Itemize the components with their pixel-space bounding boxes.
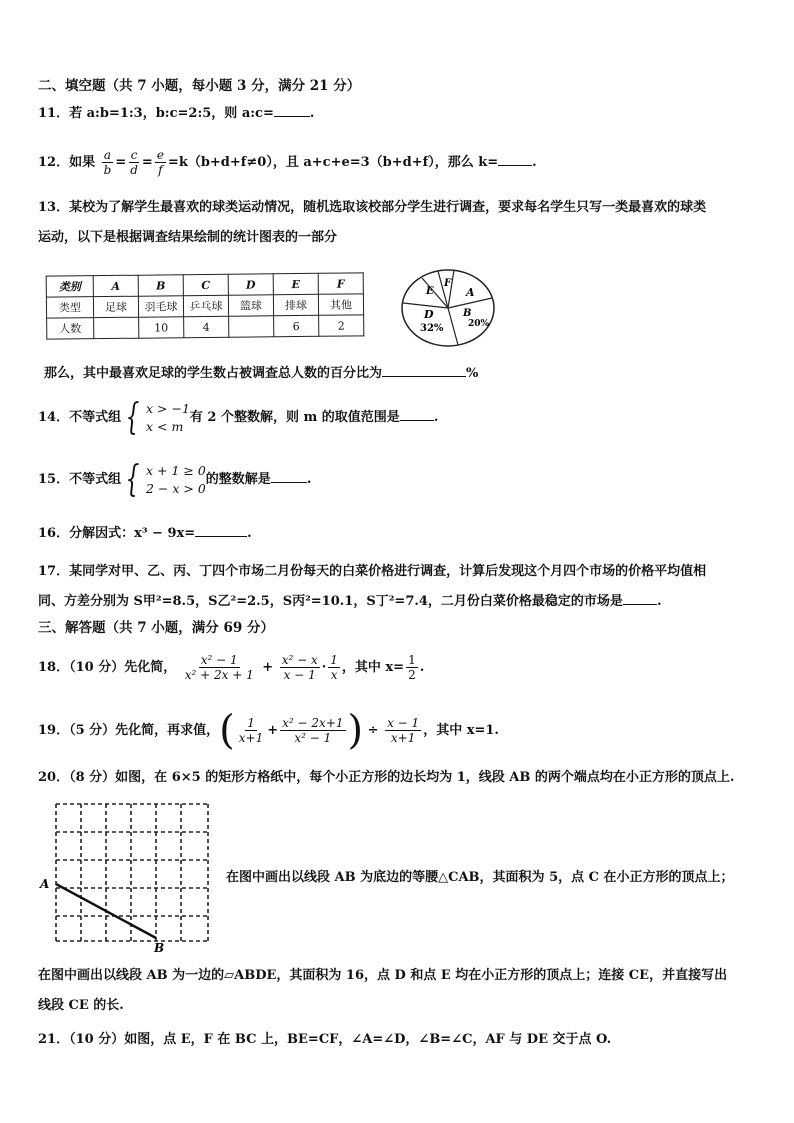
pie-d-pct: 32% <box>420 323 444 334</box>
pie-label-f: F <box>444 278 452 289</box>
q19-frac-1: $\frac{1}{x+1}$ <box>238 716 264 745</box>
pie-label-a: A <box>466 286 475 299</box>
q20-line1: 20．（8 分）如图，在 6×5 的矩形方格纸中，每个小正方形的边长均为 1，线段 AB 的两个端点均在小正方形的顶点上. <box>38 770 735 785</box>
label-b: B <box>154 941 165 952</box>
q20-side-text: 在图中画出以线段 AB 为底边的等腰△CAB，其面积为 5，点 C 在小正方形的顶点上； <box>226 870 734 885</box>
q11-text: 11．若 a:b=1:3，b:c=2:5，则 a:c= <box>38 106 274 121</box>
q16-blank <box>195 536 247 537</box>
q17-blank <box>623 604 657 605</box>
q12-prefix: 12．如果 <box>38 155 96 170</box>
question-19 <box>38 707 499 754</box>
q19-paren-close: ) <box>347 707 364 754</box>
section-3-title: 三、解答题（共 7 小题，满分 69 分） <box>38 620 274 636</box>
q17-line2-text: 同、方差分别为 S甲²=8.5，S乙²=2.5，S丙²=10.1，S丁²=7.4，二月份白菜价格最稳定的市场是 <box>38 594 623 609</box>
question-14: 14．不等式组 { x > −1 x < m 有 2 个整数解，则 m 的取值范围是 . <box>38 396 439 438</box>
label-a: A <box>40 877 50 891</box>
pie-label-e: E <box>426 286 434 297</box>
q13-after <box>44 366 478 382</box>
pie-label-d: D <box>424 308 434 321</box>
question-16: 16．分解因式：x³ − 9x= . <box>38 526 252 541</box>
q12-blank <box>498 165 532 166</box>
section-2-title: 二、填空题（共 7 小题，每小题 3 分，满分 21 分） <box>38 78 361 94</box>
q18-dot: · <box>321 660 327 675</box>
grid-figure <box>38 796 218 952</box>
q13-line1: 13．某校为了解学生最喜欢的球类运动情况，随机选取该校部分学生进行调查，要求每名学生只写一类最喜欢的球类 <box>38 200 707 215</box>
q19-end: ，其中 x=1. <box>423 723 499 738</box>
q13-percent: % <box>466 366 479 381</box>
q14-blank <box>400 420 434 421</box>
q19-frac-3: $\frac{x - 1}{x+1}$ <box>387 716 420 745</box>
pie-chart <box>400 268 500 350</box>
question-12: 12．如果 $\frac{a}{b}$ = $\frac{c}{d}$ = $\frac{e}{f}$ =k（b+d+f≠0），且 a+c+e=3（b+d+f），那么 k= . <box>38 148 537 177</box>
question-18 <box>38 648 424 688</box>
question-21: 21．（10 分）如图，点 E，F 在 BC 上，BE=CF，∠A=∠D，∠B=∠C，AF 与 DE 交于点 O. <box>38 1032 612 1047</box>
q19-prefix: 19．（5 分）先化简，再求值， <box>38 723 220 738</box>
q19-div: ÷ <box>367 723 379 738</box>
q18-end: . <box>419 660 425 675</box>
segment-ab <box>56 884 156 938</box>
q12-frac-a-b: $\frac{a}{b}$ <box>103 148 112 177</box>
q18-frac-3: $\frac{1}{x}$ <box>330 653 338 682</box>
q19-plus: + <box>267 723 279 738</box>
q18-plus: + <box>262 660 274 675</box>
q14-prefix: 14．不等式组 <box>38 410 122 425</box>
question-15: 15．不等式组 { x + 1 ≥ 0 2 − x > 0 的整数解是 . <box>38 458 312 500</box>
q15-suffix: 的整数解是 <box>205 472 271 487</box>
q18-frac-2: $\frac{\text{x² − x}}{x - 1}$ <box>281 653 318 682</box>
q15-blank <box>271 482 307 483</box>
q12-frac-c-d: $\frac{c}{d}$ <box>130 148 138 177</box>
q11-blank <box>274 116 310 117</box>
q14-system: { x > −1 x < m <box>125 396 190 438</box>
q20-line4: 线段 CE 的长. <box>38 998 124 1013</box>
q17-line2: 同、方差分别为 S甲²=8.5，S乙²=2.5，S丙²=10.1，S丁²=7.4，二月份白菜价格最稳定的市场是 . <box>38 594 662 609</box>
question-11: 11．若 a:b=1:3，b:c=2:5，则 a:c= . <box>38 106 315 121</box>
q19-paren-open: ( <box>219 707 235 754</box>
q20-line3: 在图中画出以线段 AB 为一边的▱ABDE，其面积为 16，点 D 和点 E 均在小正方形的顶点上；连接 CE，并直接写出 <box>38 968 728 983</box>
pie-label-b: B <box>463 308 472 319</box>
table-row-category: 类别 A B C D E F <box>46 273 363 297</box>
q12-frac-e-f: $\frac{e}{f}$ <box>156 148 164 177</box>
q12-eq2: = <box>141 155 153 170</box>
pie-b-pct: 20% <box>468 319 490 329</box>
q13-after-text: 那么，其中最喜欢足球的学生数占被调查总人数的百分比为 <box>44 366 383 381</box>
q12-eq1: = <box>115 155 127 170</box>
q13-blank <box>382 376 466 377</box>
q17-line1: 17．某同学对甲、乙、丙、丁四个市场二月份每天的白菜价格进行调查，计算后发现这个月四个市场的价格平均值相 <box>38 564 707 579</box>
table-row-type: 类型 足球 羽毛球 乒乓球 篮球 排球 其他 <box>46 294 363 318</box>
stats-table <box>46 272 365 339</box>
table-row-count: 人数 10 4 6 2 <box>47 315 364 339</box>
q18-prefix: 18．（10 分）先化简， <box>38 660 177 675</box>
q16-text: 16．分解因式：x³ − 9x= <box>38 526 196 541</box>
q13-line2: 运动，以下是根据调查结果绘制的统计图表的一部分 <box>38 230 338 245</box>
q14-suffix: 有 2 个整数解，则 m 的取值范围是 <box>189 410 400 425</box>
q12-suffix: =k（b+d+f≠0），且 a+c+e=3（b+d+f），那么 k= <box>167 155 499 170</box>
q15-system: { x + 1 ≥ 0 2 − x > 0 <box>125 458 206 500</box>
q15-prefix: 15．不等式组 <box>38 472 122 487</box>
q18-frac-1: $\frac{\text{x² − 1}}{\text{x² + 2x + 1}}$ <box>184 653 254 682</box>
q18-frac-4: $\frac{1}{2}$ <box>408 653 416 682</box>
q19-frac-2: $\frac{\text{x² − 2x+1}}{\text{x² − 1}}$ <box>282 716 344 745</box>
q18-mid: ，其中 x= <box>341 660 405 675</box>
